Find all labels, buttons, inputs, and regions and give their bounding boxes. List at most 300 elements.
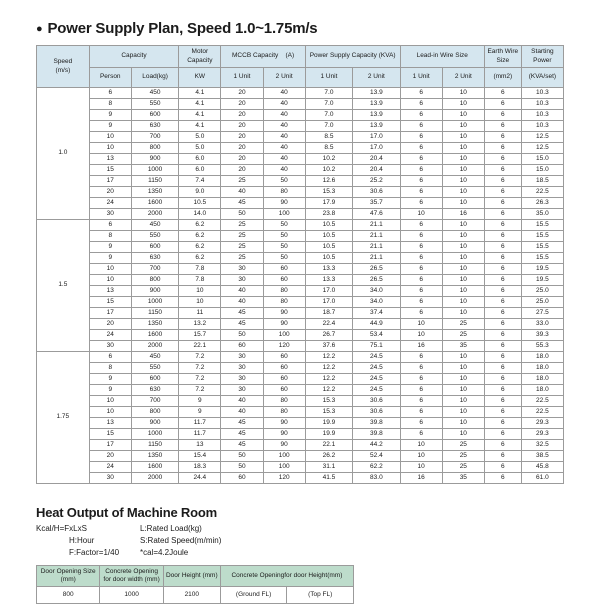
- sub-header-kva-set: (KVA/set): [521, 68, 563, 88]
- table-cell: 6: [484, 473, 521, 484]
- table-cell: 1350: [131, 187, 178, 198]
- door-table-header: [37, 566, 354, 587]
- speed-group-cell: 1.5: [37, 220, 90, 352]
- table-row: [37, 297, 564, 308]
- table-cell: 10: [442, 143, 484, 154]
- table-cell: 80: [263, 407, 305, 418]
- table-cell: 15.4: [179, 451, 221, 462]
- table-cell: 30: [89, 341, 131, 352]
- table-row: [37, 451, 564, 462]
- table-cell: 30: [221, 385, 263, 396]
- table-row: [37, 462, 564, 473]
- table-cell: 50: [263, 242, 305, 253]
- table-cell: 10: [89, 132, 131, 143]
- table-cell: 6: [484, 242, 521, 253]
- col-header-motor-capacity: Motor Capacity: [179, 46, 221, 68]
- table-cell: 13.2: [179, 319, 221, 330]
- table-cell: 19.5: [521, 275, 563, 286]
- table-cell: 60: [263, 264, 305, 275]
- door-header-row: [37, 566, 354, 587]
- table-cell: 32.5: [521, 440, 563, 451]
- table-cell: 30: [221, 264, 263, 275]
- col-header-speed: [37, 46, 90, 88]
- table-cell: 30: [221, 275, 263, 286]
- table-cell: 15.3: [305, 407, 352, 418]
- table-cell: 8: [89, 99, 131, 110]
- table-cell: 20: [89, 187, 131, 198]
- table-cell: 10.2: [305, 165, 352, 176]
- table-cell: 6: [484, 220, 521, 231]
- table-cell: 450: [131, 220, 178, 231]
- table-cell: 11: [179, 308, 221, 319]
- table-cell: 7.8: [179, 275, 221, 286]
- table-cell: 26.5: [353, 264, 400, 275]
- table-cell: 50: [221, 209, 263, 220]
- table-cell: 25.0: [521, 286, 563, 297]
- table-cell: 31.1: [305, 462, 352, 473]
- table-cell: 30: [221, 352, 263, 363]
- door-table-body: [37, 587, 354, 604]
- table-cell: 1350: [131, 451, 178, 462]
- table-cell: 40: [263, 121, 305, 132]
- table-cell: 40: [221, 297, 263, 308]
- table-row: [37, 165, 564, 176]
- table-row: [37, 132, 564, 143]
- table-cell: 45: [221, 308, 263, 319]
- table-cell: 60: [263, 385, 305, 396]
- table-cell: 30.6: [353, 407, 400, 418]
- table-cell: 40: [221, 187, 263, 198]
- sub-header-load: Load(kg): [131, 68, 178, 88]
- table-cell: 45: [221, 440, 263, 451]
- table-cell: 20: [221, 99, 263, 110]
- sub-header-lead-2unit: 2 Unit: [442, 68, 484, 88]
- table-cell: 90: [263, 429, 305, 440]
- table-cell: 6: [400, 121, 442, 132]
- table-cell: 1350: [131, 319, 178, 330]
- table-cell: 9: [89, 121, 131, 132]
- table-cell: 40: [263, 154, 305, 165]
- formula-row: [36, 547, 564, 559]
- table-cell: 6: [484, 99, 521, 110]
- table-cell: 800: [37, 587, 100, 604]
- table-cell: 18.7: [305, 308, 352, 319]
- table-cell: 630: [131, 385, 178, 396]
- formula-kcal: Kcal/H=FxLxS: [36, 524, 87, 533]
- table-cell: 10: [442, 352, 484, 363]
- table-cell: 8: [89, 363, 131, 374]
- table-cell: 60: [221, 341, 263, 352]
- table-row: [37, 473, 564, 484]
- table-cell: 90: [263, 440, 305, 451]
- table-cell: 90: [263, 308, 305, 319]
- table-cell: 10: [442, 363, 484, 374]
- table-cell: 6: [89, 352, 131, 363]
- table-cell: 6: [484, 429, 521, 440]
- table-cell: 10.3: [521, 88, 563, 99]
- speed-group-cell: 1.75: [37, 352, 90, 484]
- table-cell: 1150: [131, 440, 178, 451]
- table-cell: 4.1: [179, 88, 221, 99]
- table-cell: 26.3: [521, 198, 563, 209]
- table-cell: 18.0: [521, 374, 563, 385]
- table-cell: 7.0: [305, 110, 352, 121]
- table-cell: 40: [263, 88, 305, 99]
- table-cell: 10: [442, 242, 484, 253]
- table-cell: 6: [484, 396, 521, 407]
- table-cell: 26.2: [305, 451, 352, 462]
- table-cell: 52.4: [353, 451, 400, 462]
- table-cell: 800: [131, 407, 178, 418]
- table-cell: 10: [442, 308, 484, 319]
- table-cell: 1000: [131, 429, 178, 440]
- table-cell: 10: [442, 396, 484, 407]
- table-cell: 6: [400, 198, 442, 209]
- table-cell: 40: [221, 286, 263, 297]
- table-cell: 700: [131, 396, 178, 407]
- table-cell: 6: [400, 132, 442, 143]
- heat-section-title: Heat Output of Machine Room: [36, 505, 217, 520]
- table-cell: 6: [484, 451, 521, 462]
- table-cell: 33.0: [521, 319, 563, 330]
- table-cell: 17: [89, 176, 131, 187]
- col-header-concrete-height: Concrete Openingfor door Height(mm): [220, 566, 353, 587]
- table-cell: 6.0: [179, 165, 221, 176]
- speed-header-unit: (m/s): [55, 66, 71, 74]
- table-cell: 10: [442, 286, 484, 297]
- table-cell: 21.1: [353, 253, 400, 264]
- table-cell: 15.3: [305, 187, 352, 198]
- table-cell: 34.0: [353, 297, 400, 308]
- table-cell: 13: [89, 418, 131, 429]
- table-cell: 6: [484, 418, 521, 429]
- table-cell: 9.0: [179, 187, 221, 198]
- table-row: [37, 154, 564, 165]
- table-cell: 39.8: [353, 429, 400, 440]
- table-cell: 6: [484, 154, 521, 165]
- table-cell: 15.0: [521, 165, 563, 176]
- table-cell: 450: [131, 352, 178, 363]
- table-cell: 7.0: [305, 121, 352, 132]
- table-cell: 6: [484, 165, 521, 176]
- table-row: [37, 352, 564, 363]
- table-cell: 5.0: [179, 132, 221, 143]
- table-cell: 6: [400, 385, 442, 396]
- table-cell: 6: [400, 165, 442, 176]
- table-cell: 1150: [131, 176, 178, 187]
- table-cell: 13.3: [305, 275, 352, 286]
- table-cell: 6.0: [179, 154, 221, 165]
- table-cell: 23.8: [305, 209, 352, 220]
- table-cell: 10: [442, 264, 484, 275]
- table-cell: 16: [442, 209, 484, 220]
- col-header-concrete-width: Concrete Opening for door width (mm): [100, 566, 163, 587]
- table-cell: 12.5: [521, 132, 563, 143]
- sub-header-lead-1unit: 1 Unit: [400, 68, 442, 88]
- table-cell: 8.5: [305, 132, 352, 143]
- table-cell: 25: [442, 319, 484, 330]
- table-cell: 45: [221, 418, 263, 429]
- table-cell: 6: [400, 429, 442, 440]
- table-cell: 35: [442, 473, 484, 484]
- table-cell: 6: [484, 308, 521, 319]
- col-header-capacity: Capacity: [89, 46, 179, 68]
- table-cell: 20: [89, 451, 131, 462]
- table-cell: 35.7: [353, 198, 400, 209]
- table-cell: 10: [400, 330, 442, 341]
- table-cell: 6: [400, 286, 442, 297]
- table-cell: 900: [131, 418, 178, 429]
- table-cell: 1000: [100, 587, 163, 604]
- table-cell: 120: [263, 341, 305, 352]
- table-cell: 10: [89, 396, 131, 407]
- table-cell: 6: [400, 253, 442, 264]
- table-row: [37, 429, 564, 440]
- table-cell: 630: [131, 121, 178, 132]
- table-cell: 60: [263, 352, 305, 363]
- table-cell: 6: [400, 396, 442, 407]
- table-cell: 5.0: [179, 143, 221, 154]
- table-cell: 100: [263, 209, 305, 220]
- table-cell: 30: [89, 473, 131, 484]
- table-cell: 15.0: [521, 154, 563, 165]
- table-cell: 10: [442, 429, 484, 440]
- table-cell: 80: [263, 187, 305, 198]
- table-cell: 80: [263, 396, 305, 407]
- table-row: [37, 319, 564, 330]
- col-header-door-height: Door Height (mm): [163, 566, 220, 587]
- table-cell: 25: [442, 330, 484, 341]
- sub-header-psc-1unit: 1 Unit: [305, 68, 352, 88]
- table-cell: 6: [400, 154, 442, 165]
- table-cell: 7.0: [305, 88, 352, 99]
- table-cell: 100: [263, 451, 305, 462]
- table-row: [37, 253, 564, 264]
- power-supply-table: [36, 45, 564, 484]
- table-cell: 7.2: [179, 385, 221, 396]
- table-row: [37, 418, 564, 429]
- table-row: [37, 286, 564, 297]
- table-cell: 6: [484, 264, 521, 275]
- door-opening-table: [36, 565, 354, 604]
- table-cell: 10: [442, 99, 484, 110]
- table-cell: 100: [263, 330, 305, 341]
- formula-rated-speed: S:Rated Speed(m/min): [140, 536, 222, 545]
- table-cell: 24.5: [353, 363, 400, 374]
- table-cell: 21.1: [353, 220, 400, 231]
- col-header-door-opening-size: Door Opening Size (mm): [37, 566, 100, 587]
- table-cell: 550: [131, 231, 178, 242]
- table-cell: 2100: [163, 587, 220, 604]
- table-cell: 10: [442, 132, 484, 143]
- table-row: [37, 275, 564, 286]
- table-cell: 10: [89, 407, 131, 418]
- table-cell: 1000: [131, 165, 178, 176]
- formula-rated-load: L:Rated Load(kg): [140, 524, 202, 533]
- table-cell: 25: [442, 462, 484, 473]
- formula-row: [36, 523, 564, 535]
- table-cell: 62.2: [353, 462, 400, 473]
- table-cell: 20: [221, 154, 263, 165]
- table-cell: 24.5: [353, 374, 400, 385]
- table-cell: 25: [442, 451, 484, 462]
- table-cell: 19.5: [521, 264, 563, 275]
- table-cell: 6: [484, 187, 521, 198]
- table-row: [37, 99, 564, 110]
- table-row: [37, 88, 564, 99]
- sub-header-kw: KW: [179, 68, 221, 88]
- table-cell: 800: [131, 275, 178, 286]
- table-cell: 13.9: [353, 121, 400, 132]
- table-cell: 60: [263, 275, 305, 286]
- table-row: [37, 341, 564, 352]
- table-cell: 10: [442, 187, 484, 198]
- table-cell: 8.5: [305, 143, 352, 154]
- table-cell: 6: [484, 209, 521, 220]
- table-cell: 10: [442, 407, 484, 418]
- table-cell: 10: [442, 385, 484, 396]
- page-title: [36, 19, 564, 39]
- table-cell: 9: [179, 396, 221, 407]
- table-cell: 44.9: [353, 319, 400, 330]
- table-cell: 600: [131, 110, 178, 121]
- table-cell: 44.2: [353, 440, 400, 451]
- table-cell: 6: [400, 242, 442, 253]
- table-cell: 2000: [131, 473, 178, 484]
- table-cell: 27.5: [521, 308, 563, 319]
- table-cell: 6: [484, 440, 521, 451]
- table-cell: 22.5: [521, 407, 563, 418]
- table-cell: (Ground FL): [220, 587, 287, 604]
- table-cell: 10: [442, 165, 484, 176]
- table-cell: 10: [442, 297, 484, 308]
- table-row: [37, 396, 564, 407]
- table-cell: 25: [221, 176, 263, 187]
- table-cell: 40: [263, 132, 305, 143]
- table-cell: 75.1: [353, 341, 400, 352]
- table-cell: 6: [400, 418, 442, 429]
- table-cell: 24.5: [353, 385, 400, 396]
- table-cell: 12.2: [305, 352, 352, 363]
- table-cell: 20.4: [353, 165, 400, 176]
- table-cell: 50: [221, 330, 263, 341]
- table-cell: 10: [400, 209, 442, 220]
- table-cell: 24: [89, 198, 131, 209]
- table-cell: 6: [400, 176, 442, 187]
- table-cell: 7.2: [179, 352, 221, 363]
- table-cell: 29.3: [521, 429, 563, 440]
- table-cell: 37.6: [305, 341, 352, 352]
- table-cell: 10.5: [305, 242, 352, 253]
- table-cell: 25: [221, 220, 263, 231]
- table-cell: 15: [89, 297, 131, 308]
- sub-header-earth-mm2: (mm2): [484, 68, 521, 88]
- table-cell: 6: [400, 308, 442, 319]
- table-cell: 24.4: [179, 473, 221, 484]
- table-cell: 83.0: [353, 473, 400, 484]
- bullet-icon: ●: [36, 23, 43, 35]
- table-cell: 6: [484, 88, 521, 99]
- table-cell: 2000: [131, 341, 178, 352]
- table-cell: 47.6: [353, 209, 400, 220]
- table-cell: 25: [221, 242, 263, 253]
- col-header-earth-wire: Earth Wire Size: [484, 46, 521, 68]
- table-row: [37, 176, 564, 187]
- table-cell: 100: [263, 462, 305, 473]
- formula-cal-joule: *cal=4.2Joule: [140, 548, 189, 557]
- table-cell: 35: [442, 341, 484, 352]
- table-cell: 6: [484, 198, 521, 209]
- table-cell: 6: [484, 275, 521, 286]
- table-cell: 10.3: [521, 110, 563, 121]
- table-cell: 7.2: [179, 363, 221, 374]
- table-cell: 60: [221, 473, 263, 484]
- table-cell: 18.0: [521, 385, 563, 396]
- table-cell: 13: [179, 440, 221, 451]
- table-cell: 6: [400, 187, 442, 198]
- table-cell: 6: [484, 407, 521, 418]
- table-cell: 120: [263, 473, 305, 484]
- formula-row: [36, 535, 564, 547]
- table-cell: 25: [221, 231, 263, 242]
- table-cell: 8: [89, 231, 131, 242]
- table-cell: 40: [263, 165, 305, 176]
- table-cell: 1150: [131, 308, 178, 319]
- table-cell: 10: [400, 440, 442, 451]
- sub-header-mccb-1unit: 1 Unit: [221, 68, 263, 88]
- table-cell: 17.9: [305, 198, 352, 209]
- table-cell: 700: [131, 264, 178, 275]
- table-cell: 17: [89, 440, 131, 451]
- table-cell: 24: [89, 462, 131, 473]
- table-row: [37, 242, 564, 253]
- table-cell: 10.2: [305, 154, 352, 165]
- table-cell: 55.3: [521, 341, 563, 352]
- table-cell: 10: [89, 275, 131, 286]
- table-cell: 6: [484, 363, 521, 374]
- table-cell: 26.7: [305, 330, 352, 341]
- table-cell: 60: [263, 374, 305, 385]
- table-cell: 12.2: [305, 374, 352, 385]
- formula-factor: F:Factor=1/40: [69, 548, 120, 557]
- table-cell: 1600: [131, 198, 178, 209]
- table-cell: 12.5: [521, 143, 563, 154]
- table-cell: 15.5: [521, 253, 563, 264]
- table-cell: 17.0: [305, 286, 352, 297]
- table-cell: 53.4: [353, 330, 400, 341]
- table-row: [37, 209, 564, 220]
- table-cell: 700: [131, 132, 178, 143]
- col-header-mccb: MCCB Capacity (A): [221, 46, 305, 68]
- table-cell: 9: [89, 374, 131, 385]
- table-cell: 550: [131, 99, 178, 110]
- table-cell: 22.1: [305, 440, 352, 451]
- table-cell: 20: [89, 319, 131, 330]
- table-row: [37, 198, 564, 209]
- table-cell: 50: [263, 231, 305, 242]
- table-cell: 40: [263, 99, 305, 110]
- table-cell: 20: [221, 132, 263, 143]
- table-row: [37, 308, 564, 319]
- table-cell: 13.9: [353, 99, 400, 110]
- table-cell: 37.4: [353, 308, 400, 319]
- table-cell: 6: [484, 385, 521, 396]
- table-cell: 18.5: [521, 176, 563, 187]
- table-cell: 6: [400, 143, 442, 154]
- table-cell: 6: [484, 297, 521, 308]
- table-cell: 10: [400, 451, 442, 462]
- table-row: [37, 220, 564, 231]
